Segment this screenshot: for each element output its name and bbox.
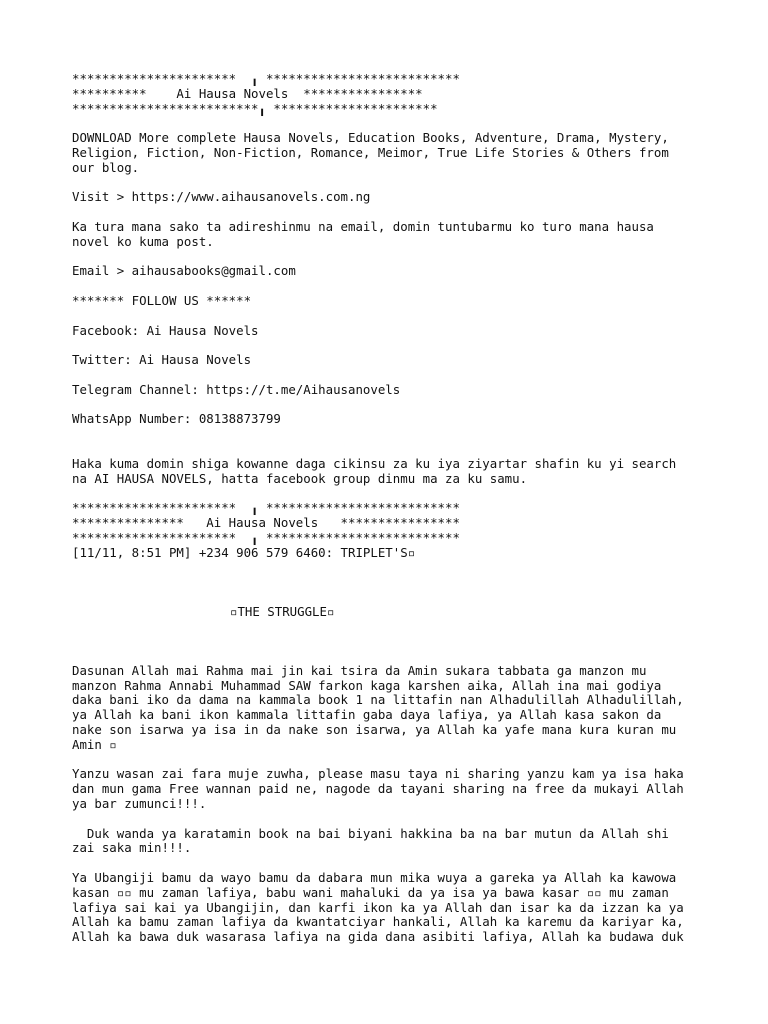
body-line: Dasunan Allah mai Rahma mai jin kai tsira da Amin sukara tabbata ga manzon mu [72,662,647,678]
whatsapp-line: WhatsApp Number: 08138873799 [72,411,281,427]
body-line: Allah ka bamu zaman lafiya da kwantatciyar hankali, Allah ka karemu da kariyar ka, [72,914,684,930]
banner-top-line: ********************** ╻ ************************** [72,71,460,86]
haka-kuma-line: Haka kuma domin shiga kowanne daga cikinsu za ku iya ziyartar shafin ku yi search [72,455,677,471]
body-line: Duk wanda ya karatamin book na bai biyani hakkina ba na bar mutun da Allah shi [72,825,669,841]
body-paragraph-2 [72,767,712,811]
body-paragraph-1 [72,664,712,753]
body-line: Amin ▫ [72,736,117,752]
body-paragraph-4 [72,871,712,945]
body-line: ya bar zumunci!!!. [72,796,207,812]
banner-bottom-line: ********************** ╻ ************************** [72,529,460,545]
ka-tura-line: Ka tura mana sako ta adireshinmu na email, domin tuntubarmu ko turo mana hausa [72,218,654,234]
body-paragraph-3 [72,827,712,857]
body-line: lafiya sai kai ya Ubangijin, dan karfi ikon ka ya Allah dan isar ka da izzan ka ya [72,899,684,915]
haka-kuma-line: na AI HAUSA NOVELS, hatta facebook group dinmu ma za ku samu. [72,470,528,486]
body-line: zai saka min!!!. [72,840,192,856]
body-line: nake son isarwa ya isa in da nake son isarwa, ya Allah ka yafe mana kura kuran mu [72,722,677,738]
ka-tura-line: novel ko kuma post. [72,233,214,249]
telegram-line: Telegram Channel: https://t.me/Aihausanovels [72,381,401,397]
banner-bottom [72,501,712,545]
download-line: our blog. [72,159,140,175]
banner-bottom-title-line: *************** Ai Hausa Novels **************** [72,514,460,530]
body-line: Ya Ubangiji bamu da wayo bamu da dabara mun mika wuya a gareka ya Allah ka kawowa [72,870,677,886]
banner-top [72,72,712,116]
facebook-line: Facebook: Ai Hausa Novels [72,322,259,338]
chat-header-line: [11/11, 8:51 PM] +234 906 579 6460: TRIPLET'S▫ [72,544,416,560]
download-line: Religion, Fiction, Non-Fiction, Romance, Meimor, True Life Stories & Others from [72,144,669,160]
ka-tura-paragraph [72,220,712,250]
twitter-line: Twitter: Ai Hausa Novels [72,352,252,368]
follow-us-heading: ******* FOLLOW US ****** [72,292,252,308]
story-title: ▫THE STRUGGLE▫ [230,603,335,619]
banner-top-title-line: ********** Ai Hausa Novels **************** [72,85,423,101]
document-page [72,72,712,945]
body-line: dan mun gama Free wannan paid ne, nagode da tayani sharing na free da mukayi Allah [72,781,684,797]
banner-bottom-line: ********************** ╻ ************************** [72,500,460,516]
haka-kuma-paragraph [72,457,712,487]
download-line: DOWNLOAD More complete Hausa Novels, Education Books, Adventure, Drama, Mystery, [72,130,669,146]
body-line: daka bani iko da dama na kammala book 1 na littafin nan Alhadulillah Alhadulillah, [72,692,684,708]
body-line: manzon Rahma Annabi Muhammad SAW farkon kaga karshen aika, Allah ina mai godiya [72,677,662,693]
banner-top-line: *************************╻ ********************** [72,100,438,116]
body-line: ya Allah ka bani ikon kammala littafin gaba daya lafiya, ya Allah kasa sakon da [72,707,662,723]
body-line: Yanzu wasan zai fara muje zuwha, please masu taya ni sharing yanzu kam ya isa haka [72,766,684,782]
body-line: kasan ▫▫ mu zaman lafiya, babu wani mahaluki da ya isa ya bawa kasar ▫▫ mu zaman [72,884,669,900]
body-line: Allah ka bawa duk wasarasa lafiya na gida dana asibiti lafiya, Allah ka budawa duk [72,929,684,945]
email-line: Email > aihausabooks@gmail.com [72,263,296,279]
visit-link-line: Visit > https://www.aihausanovels.com.ng [72,189,371,205]
download-paragraph [72,131,712,175]
